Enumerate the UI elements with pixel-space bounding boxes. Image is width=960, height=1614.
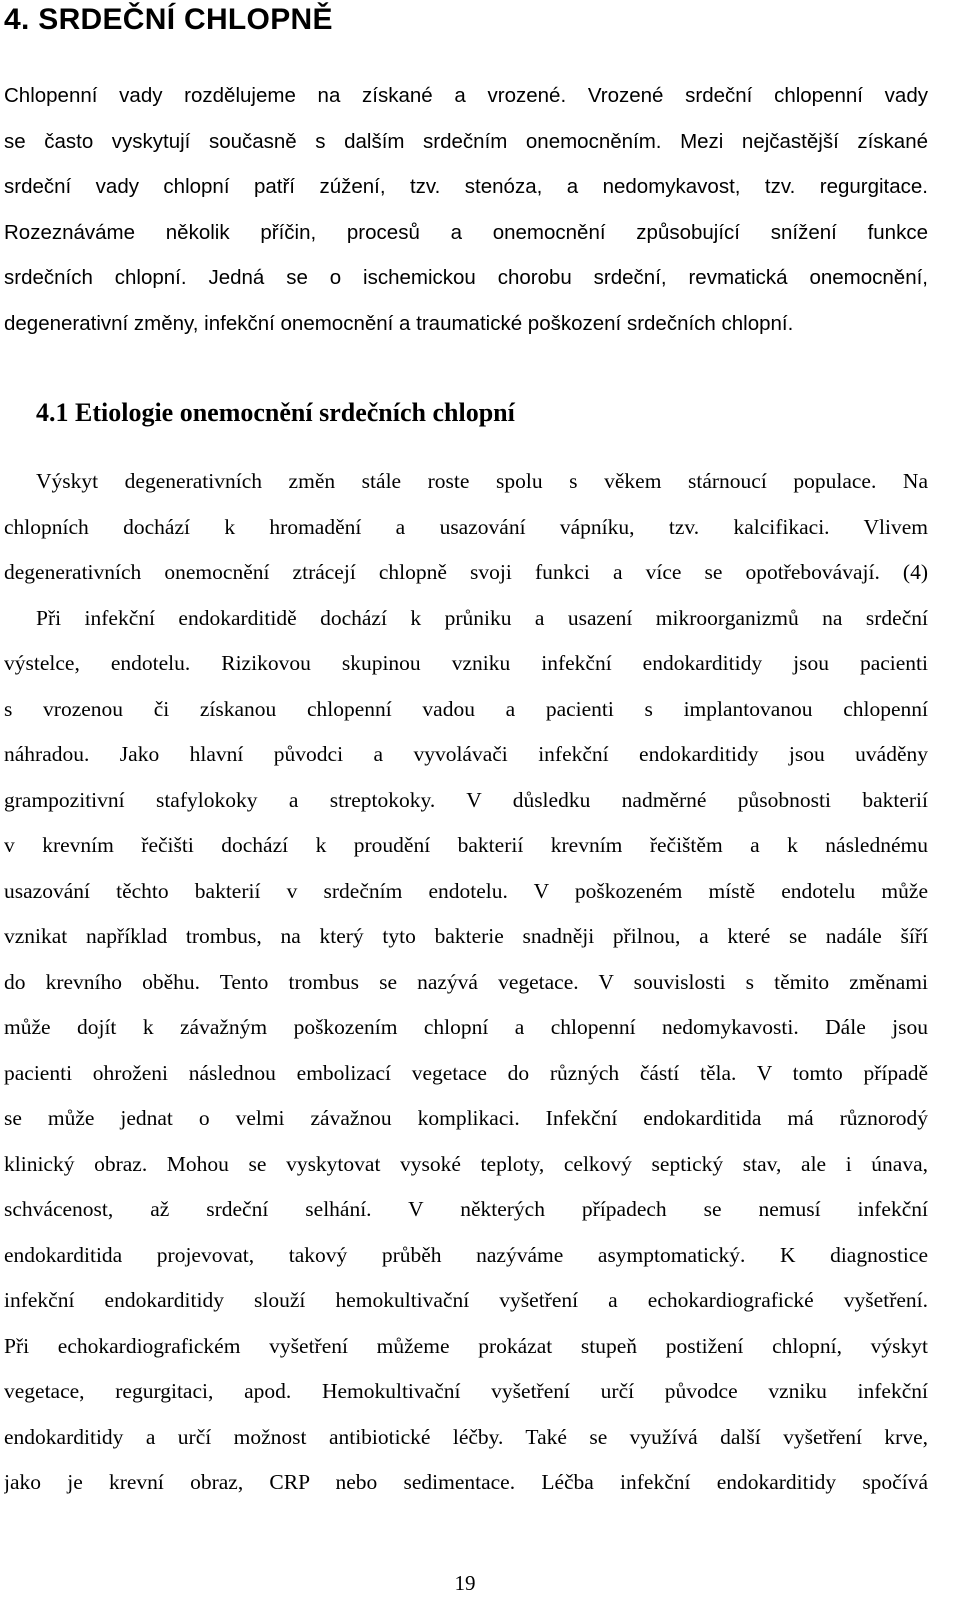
text-line: chlopních dochází k hromadění a usazování vápníku, tzv. kalcifikaci. Vlivem <box>4 514 928 539</box>
text-line: v krevním řečišti dochází k proudění bakterií krevním řečištěm a k následnému <box>4 833 928 857</box>
text-line: degenerativní změny, infekční onemocnění a traumatické poškození srdečních chlopní. <box>4 311 794 335</box>
text-line: může dojít k závažným poškozením chlopní a chlopenní nedomykavosti. Dále jsou <box>4 1015 928 1039</box>
text-line: Při echokardiografickém vyšetření můžeme prokázat stupeň postižení chlopní, výskyt <box>4 1333 928 1358</box>
text-line: klinický obraz. Mohou se vyskytovat vysoké teploty, celkový septický stav, ale i únava, <box>4 1151 928 1176</box>
text-line: degenerativních onemocnění ztrácejí chlopně svoji funkci a více se opotřebovávají. (4) <box>4 560 928 584</box>
text-line: Při infekční endokarditidě dochází k průniku a usazení mikroorganizmů na srdeční <box>36 605 928 630</box>
text-line: infekční endokarditidy slouží hemokultivační vyšetření a echokardiografické vyšetření. <box>4 1288 928 1312</box>
text-line: endokarditida projevovat, takový průběh nazýváme asymptomatický. K diagnostice <box>4 1242 928 1267</box>
chapter-title: 4. SRDEČNÍ CHLOPNĚ <box>4 3 333 36</box>
text-line: Rozeznáváme několik příčin, procesů a onemocnění způsobující snížení funkce <box>4 220 928 244</box>
text-line: srdečních chlopní. Jedná se o ischemickou chorobu srdeční, revmatická onemocnění, <box>4 266 928 289</box>
text-line: vegetace, regurgitaci, apod. Hemokultivační vyšetření určí původce vzniku infekční <box>4 1379 928 1403</box>
text-line: usazování těchto bakterií v srdečním endotelu. V poškozeném místě endotelu může <box>4 878 928 903</box>
text-line: Výskyt degenerativních změn stále roste spolu s věkem stárnoucí populace. Na <box>36 469 928 493</box>
text-line: grampozitivní stafylokoky a streptokoky. V důsledku nadměrné působnosti bakterií <box>4 787 928 812</box>
text-line: do krevního oběhu. Tento trombus se nazývá vegetace. V souvislosti s těmito změnami <box>4 969 928 994</box>
text-line: jako je krevní obraz, CRP nebo sedimentace. Léčba infekční endokarditidy spočívá <box>4 1470 928 1494</box>
text-line: s vrozenou či získanou chlopenní vadou a pacienti s implantovanou chlopenní <box>4 696 928 721</box>
body-paragraph <box>4 459 928 1506</box>
text-line: se často vyskytují současně s dalším srdečním onemocněním. Mezi nejčastější získané <box>4 129 928 153</box>
text-line: schvácenost, až srdeční selhání. V některých případech se nemusí infekční <box>4 1197 928 1221</box>
text-line: se může jednat o velmi závažnou komplikaci. Infekční endokarditida má různorodý <box>4 1106 928 1130</box>
text-line: pacienti ohroženi následnou embolizací vegetace do různých částí těla. V tomto případě <box>4 1060 928 1085</box>
text-line: srdeční vady chlopní patří zúžení, tzv. stenóza, a nedomykavost, tzv. regurgitace. <box>4 175 928 198</box>
text-line: vznikat například trombus, na který tyto bakterie snadněji přilnou, a které se nadále šíří <box>4 924 928 948</box>
text-line: výstelce, endotelu. Rizikovou skupinou vzniku infekční endokarditidy jsou pacienti <box>4 651 928 675</box>
text-line: endokarditidy a určí možnost antibiotické léčby. Také se využívá další vyšetření krve, <box>4 1424 928 1449</box>
text-line: náhradou. Jako hlavní původci a vyvolávači infekční endokarditidy jsou uváděny <box>4 742 928 766</box>
section-title: 4.1 Etiologie onemocnění srdečních chlopní <box>36 398 515 427</box>
page-number: 19 <box>454 1571 476 1595</box>
text-line: Chlopenní vady rozdělujeme na získané a vrozené. Vrozené srdeční chlopenní vady <box>4 84 928 107</box>
intro-paragraph <box>4 73 928 346</box>
